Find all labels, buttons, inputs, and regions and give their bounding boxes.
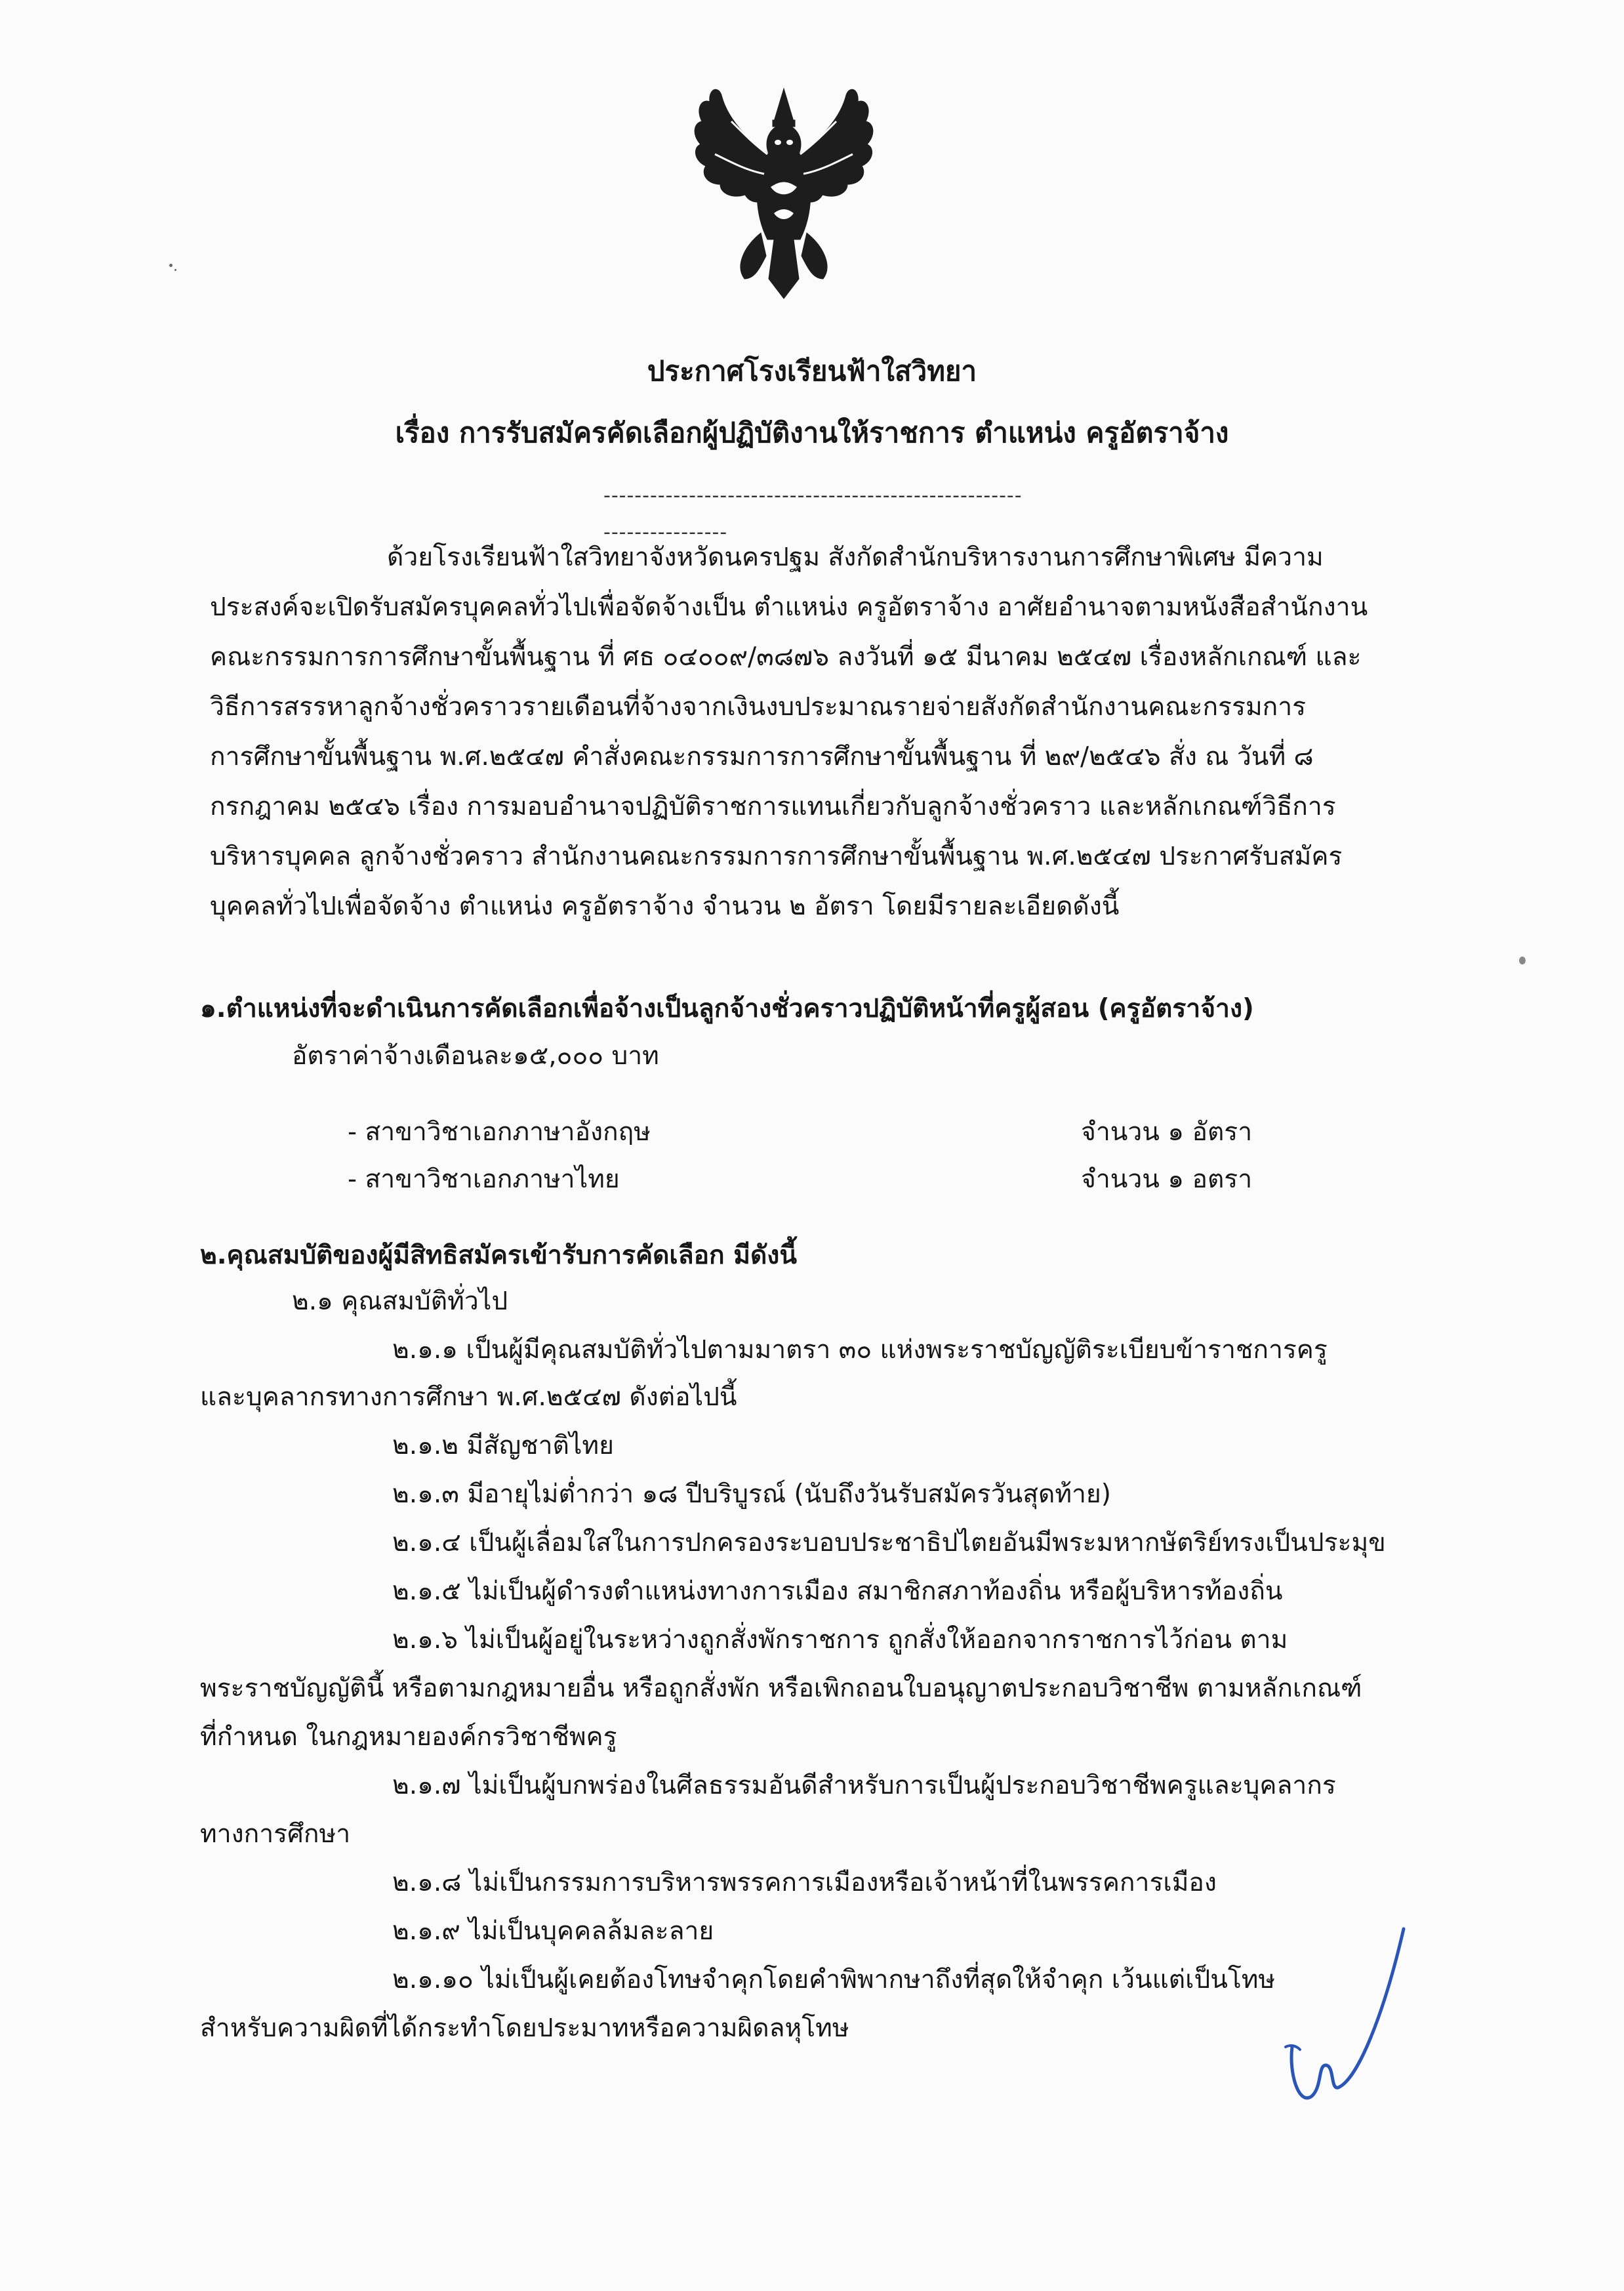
title-divider: ---------------------------------------------------------------------- [603, 484, 1023, 544]
qualification-item: ๒.๑.๘ ไม่เป็นกรรมการบริหารพรรคการเมืองหรือเจ้าหน้าที่ในพรรคการเมือง [392, 1868, 1217, 1897]
qualification-item: ๒.๑.๙ ไม่เป็นบุคคลล้มละลาย [392, 1916, 714, 1946]
intro-line: บริหารบุคคล ลูกจ้างชั่วคราว สำนักงานคณะกรรมการการศึกษาขั้นพื้นฐาน พ.ศ.๒๕๔๗ ประกาศรับสมัคร [210, 842, 1343, 871]
qualification-item: ๒.๑.๗ ไม่เป็นผู้บกพร่องในศีลธรรมอันดีสำหรับการเป็นผู้ประกอบวิชาชีพครูและบุคลากร [392, 1771, 1336, 1800]
signature-initials [1272, 1916, 1430, 2113]
scan-speck [1519, 957, 1526, 964]
intro-line: บุคคลทั่วไปเพื่อจัดจ้าง ตำแหน่ง ครูอัตราจ้าง จำนวน ๒ อัตรา โดยมีรายละเอียดดังนี้ [210, 892, 1120, 921]
section1-heading: ๑.ตำแหน่งที่จะดำเนินการคัดเลือกเพื่อจ้างเป็นลูกจ้างชั่วคราวปฏิบัติหน้าที่ครูผู้สอน (ครูอัตราจ้าง) [200, 994, 1254, 1023]
qualification-item: ๒.๑.๖ ไม่เป็นผู้อยู่ในระหว่างถูกสั่งพักราชการ ถูกสั่งให้ออกจากราชการไว้ก่อน ตาม [392, 1625, 1288, 1655]
scan-speck [169, 264, 173, 267]
intro-line: ประสงค์จะเปิดรับสมัครบุคคลทั่วไปเพื่อจัดจ้างเป็น ตำแหน่ง ครูอัตราจ้าง อาศัยอำนาจตามหนังสือสำนักงาน [210, 592, 1368, 622]
salary-rate: อัตราค่าจ้างเดือนละ๑๕,๐๐๐ บาท [292, 1041, 659, 1071]
scan-speck [174, 269, 176, 271]
qualification-item: สำหรับความผิดที่ได้กระทำโดยประมาทหรือความผิดลหุโทษ [200, 2013, 849, 2043]
intro-line: กรกฎาคม ๒๕๔๖ เรื่อง การมอบอำนาจปฏิบัติราชการแทนเกี่ยวกับลูกจ้างชั่วคราว และหลักเกณฑ์วิธีการ [210, 792, 1336, 821]
section2-heading: ๒.คุณสมบัติของผู้มีสิทธิสมัครเข้ารับการคัดเลือก มีดังนี้ [200, 1241, 797, 1270]
section2-subheading: ๒.๑ คุณสมบัติทั่วไป [292, 1287, 508, 1316]
position-count: จำนวน ๑ อตรา [1081, 1165, 1253, 1194]
position-count: จำนวน ๑ อัตรา [1081, 1117, 1253, 1147]
qualification-item: ๒.๑.๑๐ ไม่เป็นผู้เคยต้องโทษจำคุกโดยคำพิพากษาถึงที่สุดให้จำคุก เว้นแต่เป็นโทษ [392, 1965, 1276, 1994]
position-subject: - สาขาวิชาเอกภาษาอังกฤษ [348, 1117, 651, 1147]
qualification-item: ๒.๑.๓ มีอายุไม่ต่ำกว่า ๑๘ ปีบริบูรณ์ (นับถึงวันรับสมัครวันสุดท้าย) [392, 1479, 1111, 1509]
position-subject: - สาขาวิชาเอกภาษาไทย [348, 1165, 620, 1194]
qualification-item: ที่กำหนด ในกฎหมายองค์กรวิชาชีพครู [200, 1722, 617, 1752]
garuda-emblem-icon [682, 82, 885, 302]
qualification-item: และบุคลากรทางการศึกษา พ.ศ.๒๕๔๗ ดังต่อไปนี้ [200, 1382, 737, 1412]
intro-line: ด้วยโรงเรียนฟ้าใสวิทยาจังหวัดนครปฐม สังกัดสำนักบริหารงานการศึกษาพิเศษ มีความ [387, 543, 1324, 572]
intro-line: คณะกรรมการการศึกษาขั้นพื้นฐาน ที่ ศธ ๐๔๐๐๙/๓๘๗๖ ลงวันที่ ๑๕ มีนาคม ๒๕๔๗ เรื่องหลักเกณฑ์ และ [210, 642, 1362, 672]
intro-line: วิธีการสรรหาลูกจ้างชั่วคราวรายเดือนที่จ้างจากเงินงบประมาณรายจ่ายสังกัดสำนักงานคณะกรรมการ [210, 692, 1307, 722]
qualification-item: ๒.๑.๔ เป็นผู้เลื่อมใสในการปกครองระบอบประชาธิปไตยอันมีพระมหากษัตริย์ทรงเป็นประมุข [392, 1528, 1386, 1558]
intro-line: การศึกษาขั้นพื้นฐาน พ.ศ.๒๕๔๗ คำสั่งคณะกรรมการการศึกษาขั้นพื้นฐาน ที่ ๒๙/๒๕๔๖ สั่ง ณ วันที่ ๘ [210, 742, 1314, 772]
qualification-item: ๒.๑.๕ ไม่เป็นผู้ดำรงตำแหน่งทางการเมือง สมาชิกสภาท้องถิ่น หรือผู้บริหารท้องถิ่น [392, 1577, 1283, 1606]
page-title: ประกาศโรงเรียนฟ้าใสวิทยา [647, 355, 977, 387]
qualification-item: พระราชบัญญัตินี้ หรือตามกฎหมายอื่น หรือถูกสั่งพัก หรือเพิกถอนใบอนุญาตประกอบวิชาชีพ ตามหลักเกณฑ์ [200, 1674, 1362, 1703]
page-subject: เรื่อง การรับสมัครคัดเลือกผู้ปฏิบัติงานให้ราชการ ตำแหน่ง ครูอัตราจ้าง [395, 417, 1229, 449]
qualification-item: ๒.๑.๑ เป็นผู้มีคุณสมบัติทั่วไปตามมาตรา ๓๐ แห่งพระราชบัญญัติระเบียบข้าราชการครู [392, 1335, 1328, 1365]
qualification-item: ๒.๑.๒ มีสัญชาติไทย [392, 1431, 614, 1460]
qualification-item: ทางการศึกษา [200, 1819, 351, 1849]
